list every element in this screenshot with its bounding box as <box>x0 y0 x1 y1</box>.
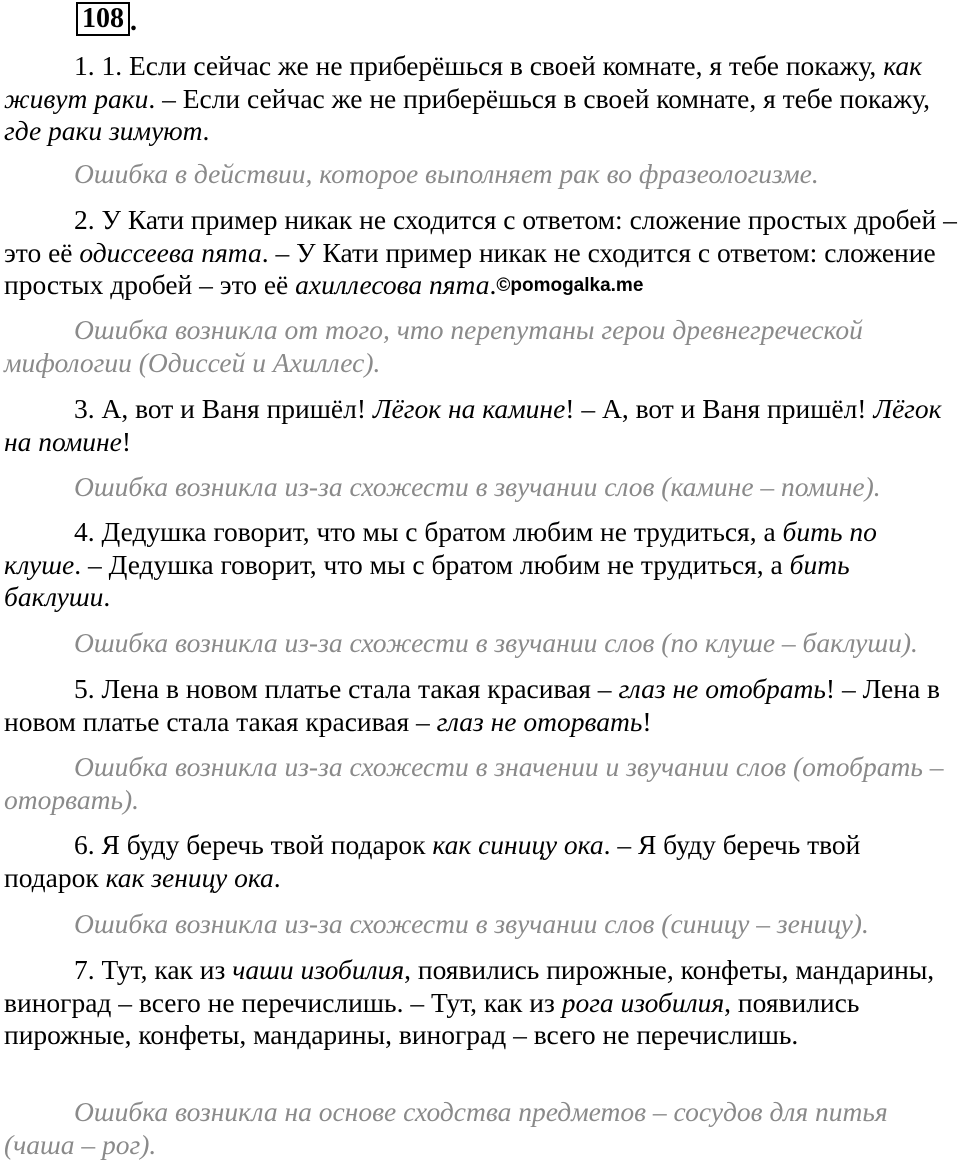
correct-phrase: бить баклуши <box>4 548 850 612</box>
wrong-phrase: как синицу ока <box>432 829 604 860</box>
explanation-2: Ошибка возникла от того, что перепутаны герои древнегреческой мифологии (Одиссей и Ахиллес). <box>4 314 863 378</box>
exercise-number: 108 <box>76 2 130 36</box>
answer-6: 6. Я буду беречь твой подарок как синицу ока. – Я буду беречь твой подарок как зеницу ока. <box>4 829 861 893</box>
exercise-header <box>76 2 137 36</box>
correct-phrase: где раки зимуют <box>4 115 203 146</box>
answer-4: 4. Дедушка говорит, что мы с братом любим не трудиться, а бить по клуше. – Дедушка говорит, что мы с братом любим не трудиться, а бить баклуши. <box>4 516 877 612</box>
correct-phrase: ахиллесова пята <box>295 269 490 300</box>
answer-1: 1. 1. Если сейчас же не приберёшься в своей комнате, я тебе покажу, как живут раки. – Если сейчас же не приберёшься в своей комнате, я тебе покажу, где раки зимуют. <box>4 50 931 146</box>
explanation-3: Ошибка возникла из-за схожести в звучании слов (камине – помине). <box>74 471 881 502</box>
answer-2: 2. У Кати пример никак не сходится с ответом: сложение простых дробей – это её одиссеева пята. – У Кати пример никак не сходится с ответом: сложение простых дробей – это её ахиллесова пята.©pomogalka.me <box>4 204 957 300</box>
explanation-6: Ошибка возникла из-за схожести в звучании слов (синицу – зеницу). <box>74 908 869 939</box>
explanation-7: Ошибка возникла на основе сходства предметов – сосудов для питья (чаша – рог). <box>4 1096 888 1160</box>
explanation-4: Ошибка возникла из-за схожести в звучании слов (по клуше – баклуши). <box>74 627 918 658</box>
explanation-1: Ошибка в действии, которое выполняет рак во фразеологизме. <box>74 158 819 189</box>
wrong-phrase: глаз не отобрать <box>618 673 826 704</box>
correct-phrase: как зеницу ока <box>105 861 274 893</box>
answer-7: 7. Тут, как из чаши изобилия, появились пирожные, конфеты, мандарины, виноград – всего не перечислишь. – Тут, как из рога изобилия, появились пирожные, конфеты, мандарины, виноград – всего не перечислишь. <box>4 954 935 1050</box>
exercise-number-dot: . <box>130 6 137 37</box>
correct-phrase: рога изобилия <box>561 986 725 1018</box>
wrong-phrase: чаши изобилия <box>232 954 405 985</box>
correct-phrase: глаз не оторвать <box>436 705 643 737</box>
watermark: ©pomogalka.me <box>496 275 644 296</box>
answer-3: 3. А, вот и Ваня пришёл! Лёгок на камине! – А, вот и Ваня пришёл! Лёгок на помине! <box>4 393 942 457</box>
wrong-phrase: как живут раки <box>4 50 922 114</box>
wrong-phrase: Лёгок на камине <box>372 393 566 424</box>
answer-5: 5. Лена в новом платье стала такая красивая – глаз не отобрать! – Лена в новом платье стала такая красивая – глаз не оторвать! <box>4 673 941 737</box>
explanation-5: Ошибка возникла из-за схожести в значении и звучании слов (отобрать – оторвать). <box>4 751 944 815</box>
correct-phrase: Лёгок на помине <box>4 393 942 457</box>
wrong-phrase: бить по клуше <box>4 516 877 580</box>
wrong-phrase: одиссеева пята <box>79 236 262 268</box>
